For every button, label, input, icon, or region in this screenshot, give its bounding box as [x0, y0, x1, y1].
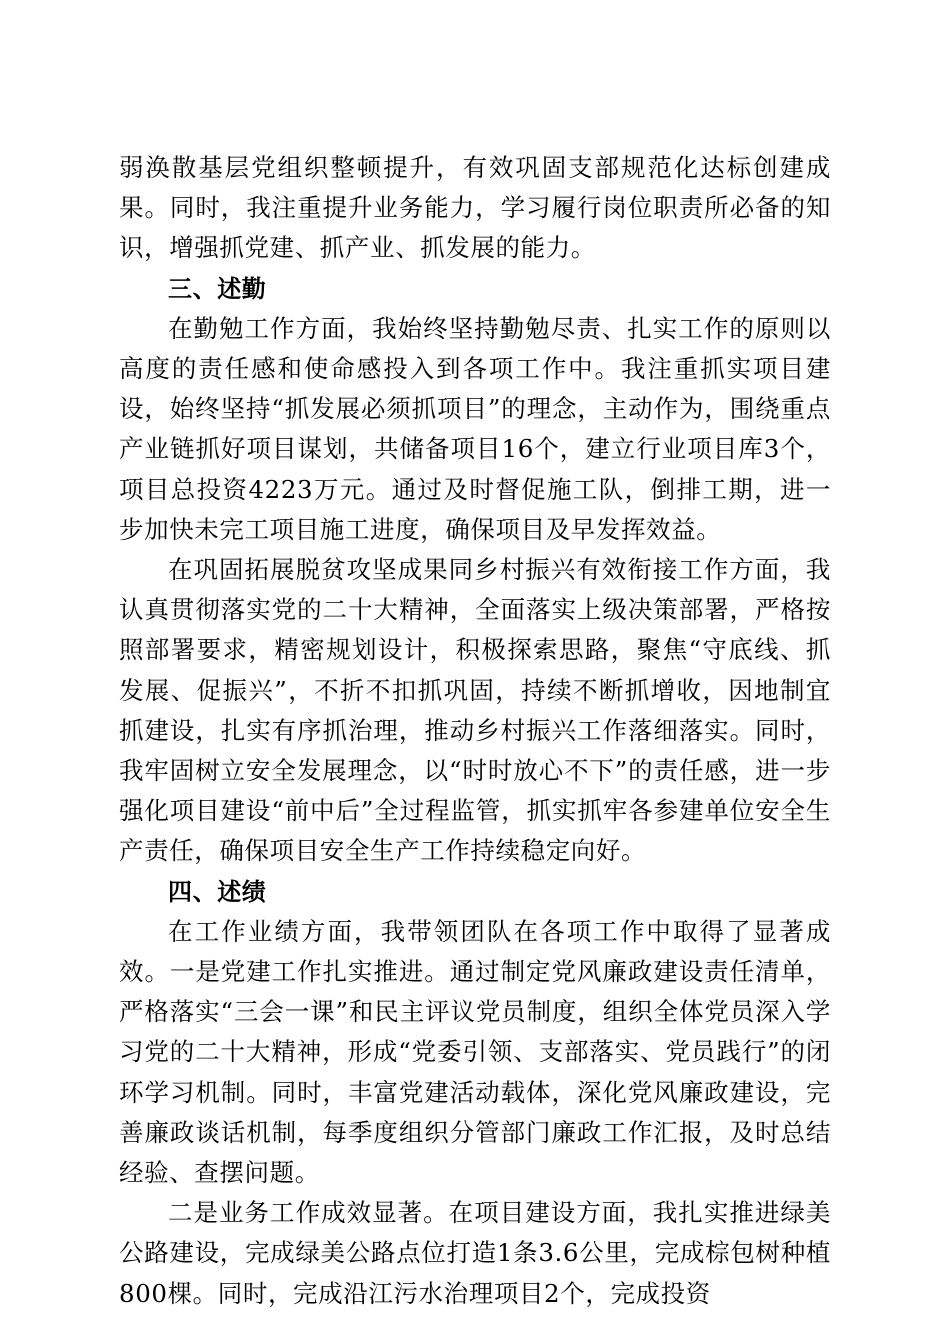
paragraph-continued: 弱涣散基层党组织整顿提升，有效巩固支部规范化达标创建成果。同时，我注重提升业务能力，学习履行岗位职责所必备的知识，增强抓党建、抓产业、抓发展的能力。	[119, 153, 831, 263]
paragraph-performance-1: 在工作业绩方面，我带领团队在各项工作中取得了显著成效。一是党建工作扎实推进。通过制定党风廉政建设责任清单，严格落实“三会一课”和民主评议党员制度，组织全体党员深入学习党的二十大精神，形成“党委引领、支部落实、党员践行”的闭环学习机制。同时，丰富党建活动载体，深化党风廉政建设，完善廉政谈话机制，每季度组织分管部门廉政工作汇报，及时总结经验、查摆问题。	[119, 916, 831, 1188]
section-heading-diligence: 三、述勤	[168, 274, 267, 303]
paragraph-diligence-2: 在巩固拓展脱贫攻坚成果同乡村振兴有效衔接工作方面，我认真贯彻落实党的二十大精神，全面落实上级决策部署，严格按照部署要求，精密规划设计，积极探索思路，聚焦“守底线、抓发展、促振兴”，不折不扣抓巩固，持续不断抓增收，因地制宜抓建设，扎实有序抓治理，推动乡村振兴工作落细落实。同时，我牢固树立安全发展理念，以“时时放心不下”的责任感，进一步强化项目建设“前中后”全过程监管，抓实抓牢各参建单位安全生产责任，确保项目安全生产工作持续稳定向好。	[119, 555, 831, 866]
paragraph-performance-2: 二是业务工作成效显著。在项目建设方面，我扎实推进绿美公路建设，完成绿美公路点位打造1条3.6公里，完成棕包树种植800棵。同时，完成沿江污水治理项目2个，完成投资	[119, 1198, 831, 1308]
paragraph-diligence-1: 在勤勉工作方面，我始终坚持勤勉尽责、扎实工作的原则以高度的责任感和使命感投入到各项工作中。我注重抓实项目建设，始终坚持“抓发展必须抓项目”的理念，主动作为，围绕重点产业链抓好项目谋划，共储备项目16个，建立行业项目库3个，项目总投资4223万元。通过及时督促施工队，倒排工期，进一步加快未完工项目施工进度，确保项目及早发挥效益。	[119, 313, 831, 544]
section-heading-performance: 四、述绩	[168, 877, 267, 906]
document-body	[119, 148, 831, 1314]
